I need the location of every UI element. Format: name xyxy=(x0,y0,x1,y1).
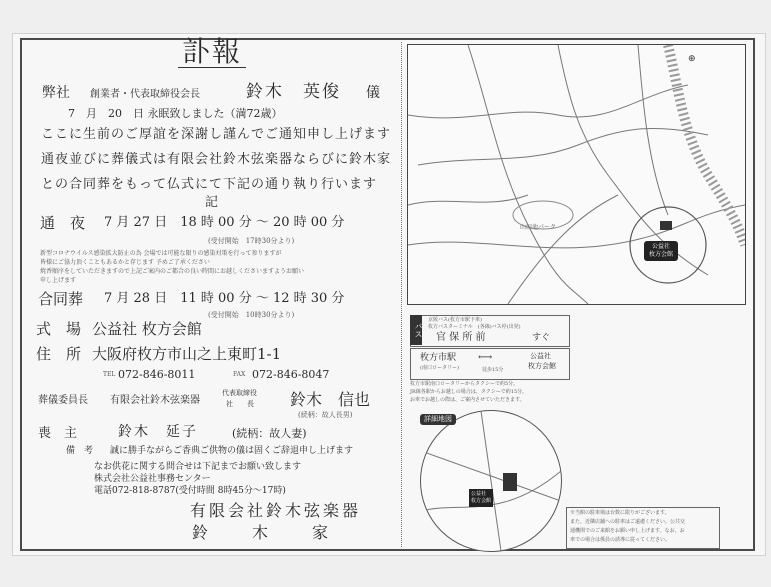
parking-note-3: 通機関でのご来館をお願い申し上げます。なお、お xyxy=(570,528,685,534)
covid-note-3: 焼香順序をしていただきますので上記ご案内のご都合の良い時間にお越しくださいますようお願い xyxy=(40,268,305,275)
mourner-relation: (続柄：故人妻) xyxy=(232,427,307,440)
body-line-1: ここに生前のご厚誼を深謝し謹んでご通知申し上げます xyxy=(41,127,392,142)
godosou-time: 7 月 28 日 11 時 00 分 〜 12 時 30 分 xyxy=(104,291,345,306)
committee-position-1: 代表取締役 xyxy=(222,389,257,397)
parking-note-4: 車での場合は係員の誘導に従ってください。 xyxy=(570,537,671,543)
remarks-label: 備 考 xyxy=(66,446,94,456)
bus-walk: すぐ xyxy=(532,333,551,343)
death-date: 7 月 20 日 永眠致しました（満72歳） xyxy=(68,107,283,120)
sign-family: 鈴 木 家 xyxy=(192,523,333,542)
access-note-1: 枚方市駅南口ロータリーからタクシーで約5分。 xyxy=(410,381,519,387)
parking-note-1: ※当館の駐車場は台数に限りがございます。 xyxy=(570,510,670,516)
company-word: 弊社 xyxy=(42,85,70,101)
fax-value: 072-846-8047 xyxy=(252,368,330,381)
tsuya-label: 通 夜 xyxy=(40,214,86,232)
tel-value: 072-846-8011 xyxy=(118,368,196,381)
body-line-2: 通夜並びに葬儀式は有限会社鈴木弦楽器ならびに鈴木家 xyxy=(41,152,392,167)
godosou-reception: (受付開始 10時30分より) xyxy=(208,311,295,319)
route-walk: 徒歩15分 xyxy=(482,367,504,373)
inquiry-line-2: 株式会社公益社事務センター xyxy=(94,474,211,484)
sign-company: 有限会社鈴木弦楽器 xyxy=(190,501,362,520)
body-line-3: との合同葬をもって仏式にて下記の通り執り行います xyxy=(41,177,378,192)
covid-note-4: 申し上げます xyxy=(40,277,77,284)
committee-company: 有限会社鈴木弦楽器 xyxy=(110,395,200,406)
venue-marker: 公益社 枚方会館 xyxy=(644,241,678,261)
tel-label: TEL xyxy=(103,371,116,378)
route-station-sub: (南口ロータリー) xyxy=(420,365,459,371)
bus-tag: バス xyxy=(410,315,422,345)
detail-marker-line-2: 枚方会館 xyxy=(471,498,492,504)
address-value: 大阪府枚方市山之上東町1-1 xyxy=(92,345,282,363)
parking-note-2: また、近隣店舗への駐車はご遠慮ください。公共交 xyxy=(570,519,686,525)
remarks-text: 誠に勝手ながらご香典ご供物の儀は固くご辞退申し上げます xyxy=(110,446,354,456)
notice-title: 訃報 xyxy=(178,38,246,68)
tsuya-reception: (受付開始 17時30分より) xyxy=(208,237,295,245)
deceased-name: 鈴木 英俊 xyxy=(246,82,341,102)
committee-name: 鈴木 信也 xyxy=(290,390,371,409)
ki-mark: 記 xyxy=(205,195,219,210)
godosou-label: 合同葬 xyxy=(38,290,84,308)
bus-line-2: 枚方バスターミナル (各線)バス停(出発) xyxy=(428,324,521,330)
mourner-name: 鈴木 延子 xyxy=(118,424,198,440)
access-note-3: お車でお越しの際は、ご案内させていただきます。 xyxy=(410,397,525,403)
covid-note-1: 新型コロナウイルス感染拡大防止の為 会場では可能な限りの感染対策を行って参りますが xyxy=(40,250,282,257)
route-arrow-icon: ⟷ xyxy=(478,352,493,363)
detail-map-graphic xyxy=(421,411,561,551)
access-note-2: JR線各駅からお越しの場合は、タクシーで約15分。 xyxy=(410,389,528,395)
honorific: 儀 xyxy=(366,85,380,101)
tsuya-time: 7 月 27 日 18 時 00 分 〜 20 時 00 分 xyxy=(104,215,345,230)
area-map xyxy=(407,44,746,305)
detail-map xyxy=(420,410,562,552)
committee-position-2: 社 長 xyxy=(226,400,254,408)
svg-text:⊕: ⊕ xyxy=(688,54,696,64)
park-label: 山田池パーク xyxy=(520,224,557,231)
inquiry-line-1: なお供花に関する問合せは下記までお願い致します xyxy=(94,462,302,472)
mourner-label: 喪 主 xyxy=(38,426,78,441)
venue-label: 式 場 xyxy=(36,320,82,338)
inquiry-line-3: 電話072-818-8787(受付時間 8時45分〜17時) xyxy=(94,486,286,496)
detail-tag: 詳細地図 xyxy=(420,414,456,425)
venue-value: 公益社 枚方会館 xyxy=(92,320,202,338)
deceased-position: 創業者・代表取締役会長 xyxy=(90,89,200,100)
committee-label: 葬儀委員長 xyxy=(38,395,88,406)
area-map-graphic xyxy=(408,45,745,304)
committee-relation: (続柄：故人長男) xyxy=(298,411,353,419)
detail-marker-line-1: 公益社 xyxy=(471,491,487,497)
address-label: 住 所 xyxy=(36,345,82,363)
dotted-divider xyxy=(401,42,402,547)
route-station: 枚方市駅 xyxy=(420,353,457,363)
bus-line-1: 京阪バス(枚方市駅下車) xyxy=(428,317,482,323)
bus-stop: 官 保 所 前 xyxy=(436,332,486,343)
fax-label: FAX xyxy=(233,371,246,378)
route-dest-2: 枚方会館 xyxy=(528,362,556,370)
covid-note-2: 皆様にご協力頂くこともあるかと存じます 予めご了承ください xyxy=(40,259,210,266)
route-dest-1: 公益社 xyxy=(530,352,551,360)
detail-marker xyxy=(469,489,493,507)
